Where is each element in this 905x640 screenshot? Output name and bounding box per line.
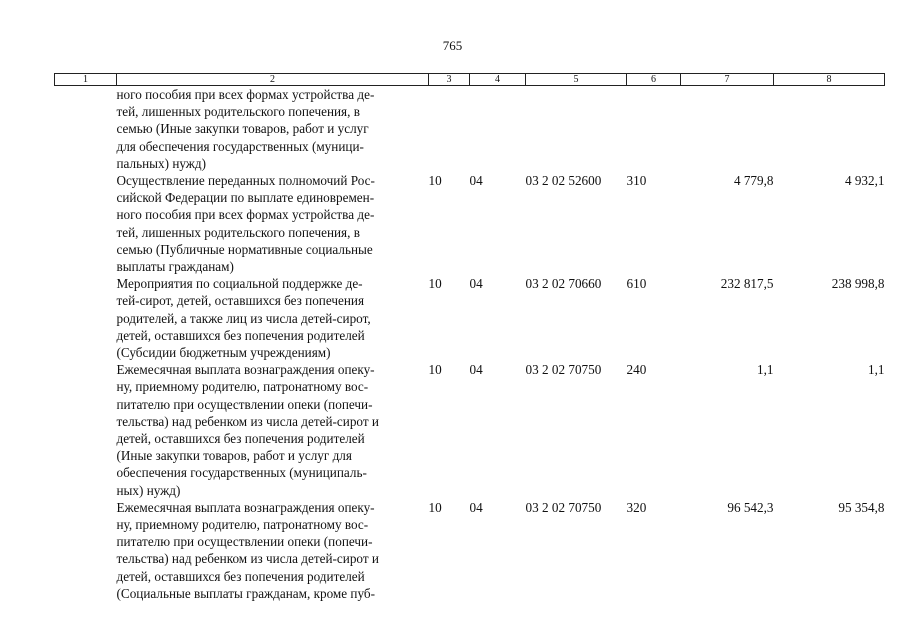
table-row <box>55 361 885 499</box>
row-expense-type: 610 <box>626 276 647 292</box>
description-line: тей, лишенных родительского попечения, в <box>116 224 360 240</box>
description-line: детей, оставшихся без попечения родителей <box>116 327 365 343</box>
description-line: пальных) нужд) <box>116 155 207 171</box>
row-amount-year-1 <box>681 86 774 173</box>
description-line: тельства) над ребенком из числа детей-сирот и <box>116 551 379 567</box>
row-amount-year-1: 1,1 <box>757 362 774 378</box>
column-number-5: 5 <box>526 74 627 86</box>
row-amount-year-1: 96 542,3 <box>727 499 774 515</box>
description-line: (Иные закупки товаров, работ и услуг для <box>116 448 352 464</box>
description-line: Ежемесячная выплата вознаграждения опеку- <box>116 499 375 515</box>
description-line: сийской Федерации по выплате единовремен- <box>116 190 375 206</box>
row-target-article: 03 2 02 70660 <box>525 276 602 292</box>
column-number-7: 7 <box>681 74 774 86</box>
row-amount-year-2: 95 354,8 <box>838 499 885 515</box>
description-line: ного пособия при всех формах устройства де- <box>116 87 375 102</box>
table-row <box>55 499 885 602</box>
column-number-1: 1 <box>55 74 117 86</box>
column-number-2: 2 <box>117 74 429 86</box>
description-line: выплаты гражданам) <box>116 259 234 275</box>
row-number-cell <box>55 499 117 602</box>
row-podrazdel: 04 <box>469 276 483 292</box>
row-amount-year-2 <box>774 86 885 173</box>
row-amount-year-2: 238 998,8 <box>831 276 885 292</box>
row-number-cell <box>55 172 117 275</box>
column-number-4: 4 <box>470 74 526 86</box>
row-number-cell <box>55 86 117 173</box>
table-row <box>55 275 885 361</box>
table-row <box>55 86 885 173</box>
row-description <box>117 86 429 173</box>
column-number-3: 3 <box>429 74 470 86</box>
row-target-article <box>526 86 627 173</box>
row-description <box>117 275 429 361</box>
row-razdel: 10 <box>428 173 442 189</box>
description-line: детей, оставшихся без попечения родителей <box>116 431 365 447</box>
description-line: ных) нужд) <box>116 482 181 498</box>
row-target-article: 03 2 02 52600 <box>525 173 602 189</box>
row-razdel <box>429 86 470 173</box>
description-line: Ежемесячная выплата вознаграждения опеку- <box>116 362 375 378</box>
description-line: питателю при осуществлении опеки (попечи- <box>116 396 373 412</box>
row-amount-year-1: 232 817,5 <box>720 276 774 292</box>
column-number-header <box>55 74 885 86</box>
description-line: тей, лишенных родительского попечения, в <box>116 104 360 120</box>
row-podrazdel <box>470 86 526 173</box>
row-amount-year-2: 4 932,1 <box>844 173 885 189</box>
row-podrazdel: 04 <box>469 499 483 515</box>
row-expense-type <box>627 86 681 173</box>
description-line: для обеспечения государственных (муници- <box>116 138 364 154</box>
description-line: ну, приемному родителю, патронатному вос- <box>116 379 369 395</box>
row-target-article: 03 2 02 70750 <box>525 499 602 515</box>
column-number-8: 8 <box>774 74 885 86</box>
row-razdel: 10 <box>428 499 442 515</box>
description-line: детей, оставшихся без попечения родителей <box>116 568 365 584</box>
budget-table <box>54 73 885 602</box>
page-number: 765 <box>442 38 463 53</box>
description-line: Мероприятия по социальной поддержке де- <box>116 276 363 292</box>
description-line: обеспечения государственных (муниципаль- <box>116 465 367 481</box>
row-expense-type: 240 <box>626 362 647 378</box>
description-line: семью (Публичные нормативные социальные <box>116 241 373 257</box>
description-line: семью (Иные закупки товаров, работ и услуг <box>116 121 369 137</box>
row-podrazdel: 04 <box>469 173 483 189</box>
column-number-row <box>55 74 885 86</box>
table-row <box>55 172 885 275</box>
row-number-cell <box>55 361 117 499</box>
description-line: тельства) над ребенком из числа детей-сирот и <box>116 413 379 429</box>
budget-table-body <box>55 86 885 603</box>
row-number-cell <box>55 275 117 361</box>
description-line: ного пособия при всех формах устройства де- <box>116 207 375 223</box>
description-line: питателю при осуществлении опеки (попечи- <box>116 534 373 550</box>
row-amount-year-1: 4 779,8 <box>733 173 774 189</box>
row-podrazdel: 04 <box>469 362 483 378</box>
row-description <box>117 499 429 602</box>
description-line: родителей, а также лиц из числа детей-сирот, <box>116 310 371 326</box>
row-razdel: 10 <box>428 362 442 378</box>
row-description <box>117 172 429 275</box>
description-line: Осуществление переданных полномочий Рос- <box>116 173 375 189</box>
row-expense-type: 310 <box>626 173 647 189</box>
row-expense-type: 320 <box>626 499 647 515</box>
description-line: (Социальные выплаты гражданам, кроме пуб- <box>116 585 375 601</box>
row-target-article: 03 2 02 70750 <box>525 362 602 378</box>
description-line: ну, приемному родителю, патронатному вос- <box>116 517 369 533</box>
row-amount-year-2: 1,1 <box>868 362 885 378</box>
description-line: тей-сирот, детей, оставшихся без попечения <box>116 293 365 309</box>
description-line: (Субсидии бюджетным учреждениям) <box>116 345 331 361</box>
column-number-6: 6 <box>627 74 681 86</box>
row-description <box>117 361 429 499</box>
row-razdel: 10 <box>428 276 442 292</box>
